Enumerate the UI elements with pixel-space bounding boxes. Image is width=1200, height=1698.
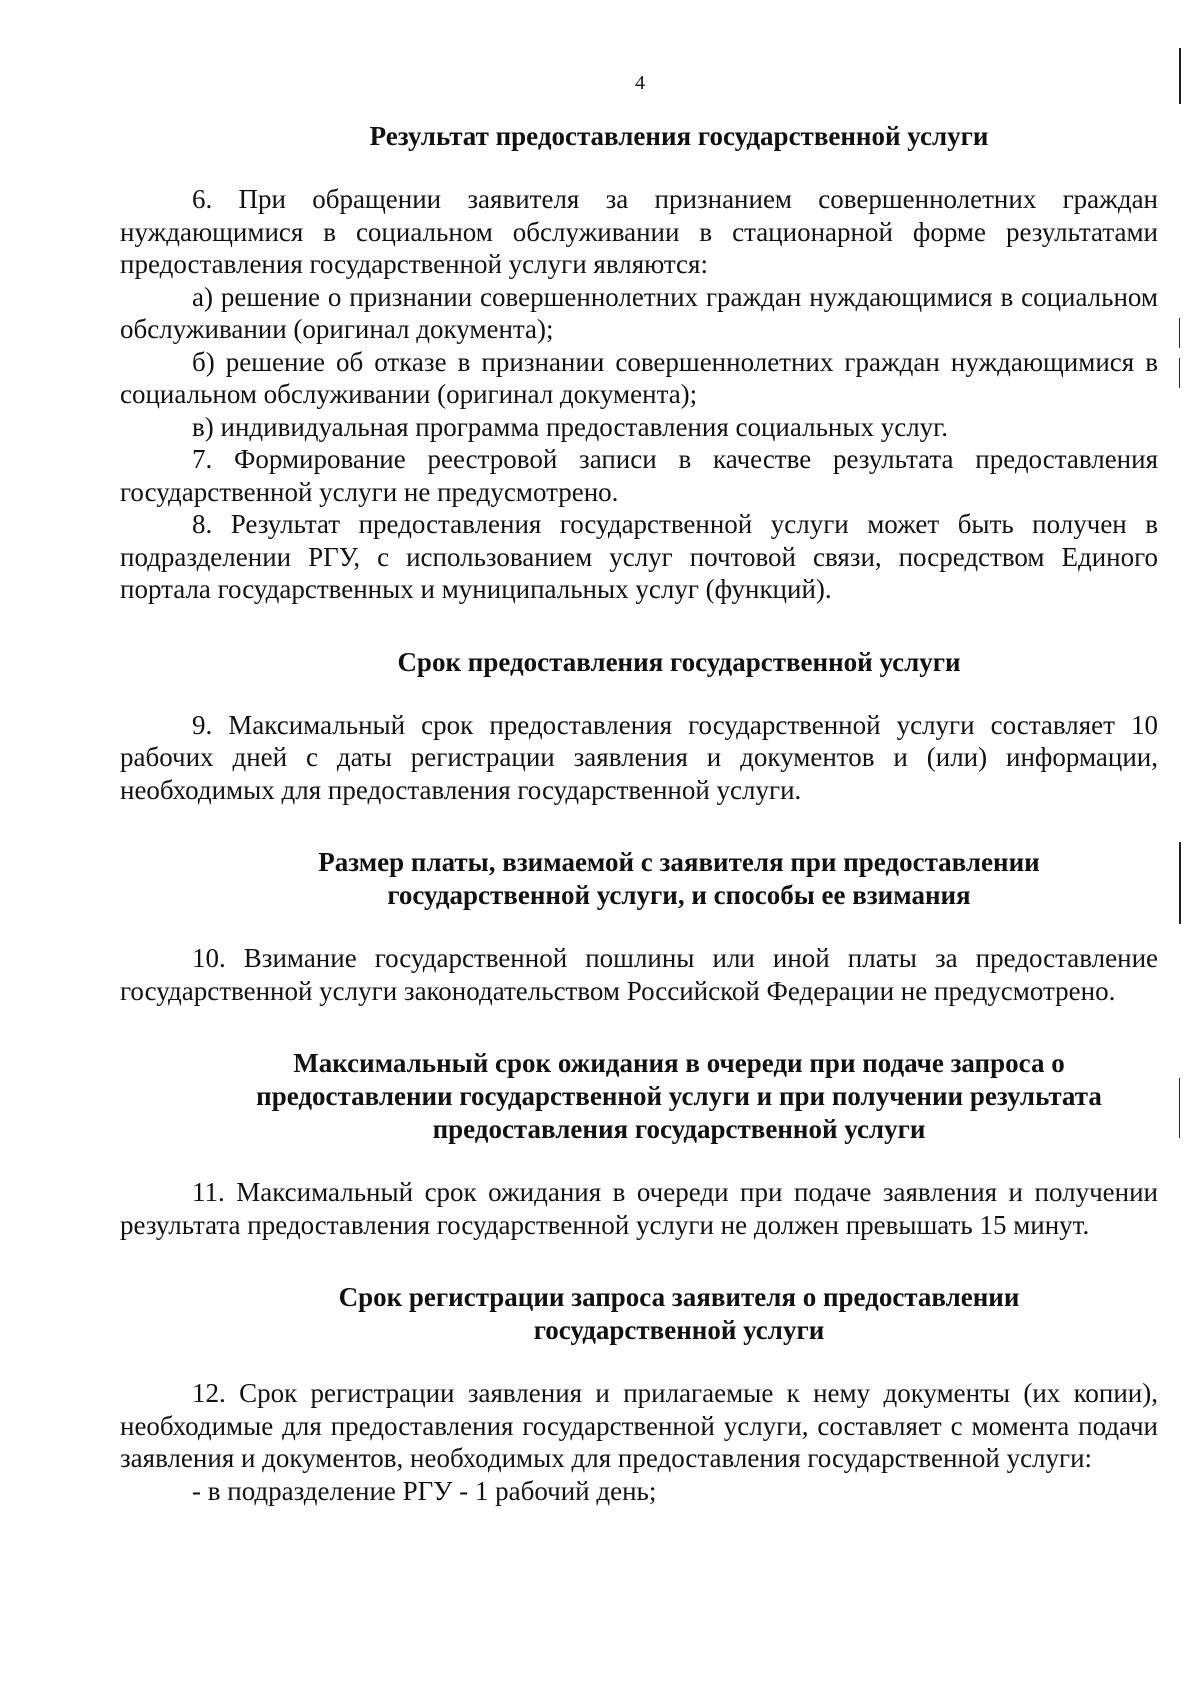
paragraph: 6. При обращении заявителя за признанием совершеннолетних граждан нуждающимися в социальном обслуживании в стационарной форме результатами предоставления государственной услуги являются:: [120, 184, 1158, 279]
section-heading: Срок регистрации запроса заявителя о предоставлении: [338, 1282, 1020, 1312]
section-heading: Размер платы, взимаемой с заявителя при предоставлении: [318, 847, 1040, 877]
paragraph: 12. Срок регистрации заявления и прилагаемые к нему документы (их копии), необходимые для предоставления государственной услуги, составляет с момента подачи заявления и документов, необходимых для предоставления государственной услуги:: [120, 1378, 1158, 1473]
section-queue: [120, 1047, 1158, 1241]
document-body: [120, 120, 1158, 1507]
page-number: 4: [635, 72, 645, 94]
section-result: [120, 120, 1158, 606]
section-heading: государственной услуги: [533, 1315, 825, 1345]
section-fee: [120, 846, 1158, 1007]
scan-edge-mark: [1179, 318, 1180, 348]
section-heading: предоставления государственной услуги: [432, 1114, 926, 1144]
scan-edge-mark: [1179, 1078, 1180, 1138]
paragraph: 7. Формирование реестровой записи в качестве результата предоставления государственной услуги не предусмотрено.: [120, 444, 1158, 507]
scan-edge-mark: [1179, 842, 1181, 924]
paragraph: 9. Максимальный срок предоставления государственной услуги составляет 10 рабочих дней с даты регистрации заявления и документов и (или) информации, необходимых для предоставления государственной услуги.: [120, 709, 1158, 805]
scan-edge-mark: [1179, 358, 1180, 388]
list-item: в) индивидуальная программа предоставления социальных услуг.: [192, 411, 948, 442]
section-term: [120, 646, 1158, 807]
paragraph: 8. Результат предоставления государственной услуги может быть получен в подразделении РГУ, с использованием услуг почтовой связи, посредством Единого портала государственных и муниципальных услуг (функций).: [120, 509, 1158, 604]
section-heading: Срок предоставления государственной услуги: [397, 646, 961, 677]
section-heading: Максимальный срок ожидания в очереди при подаче запроса о: [293, 1048, 1065, 1078]
list-item: б) решение об отказе в признании совершеннолетних граждан нуждающимися в социальном обслуживании (оригинал документа);: [120, 346, 1158, 409]
list-item: а) решение о признании совершеннолетних граждан нуждающимися в социальном обслуживании (оригинал документа);: [120, 281, 1158, 344]
paragraph: 10. Взимание государственной пошлины или иной платы за предоставление государственной услуги законодательством Российской Федерации не предусмотрено.: [120, 943, 1158, 1006]
paragraph: 11. Максимальный срок ожидания в очереди при подаче заявления и получении результата предоставления государственной услуги не должен превышать 15 минут.: [120, 1177, 1158, 1240]
section-heading: государственной услуги, и способы ее взимания: [387, 880, 971, 910]
section-heading: Результат предоставления государственной услуги: [369, 121, 989, 151]
dash-list-item: - в подразделение РГУ - 1 рабочий день;: [192, 1475, 657, 1506]
section-registration: [120, 1281, 1158, 1507]
scan-edge-mark: [1179, 48, 1181, 104]
section-heading: предоставлении государственной услуги и при получении результата: [256, 1081, 1102, 1111]
